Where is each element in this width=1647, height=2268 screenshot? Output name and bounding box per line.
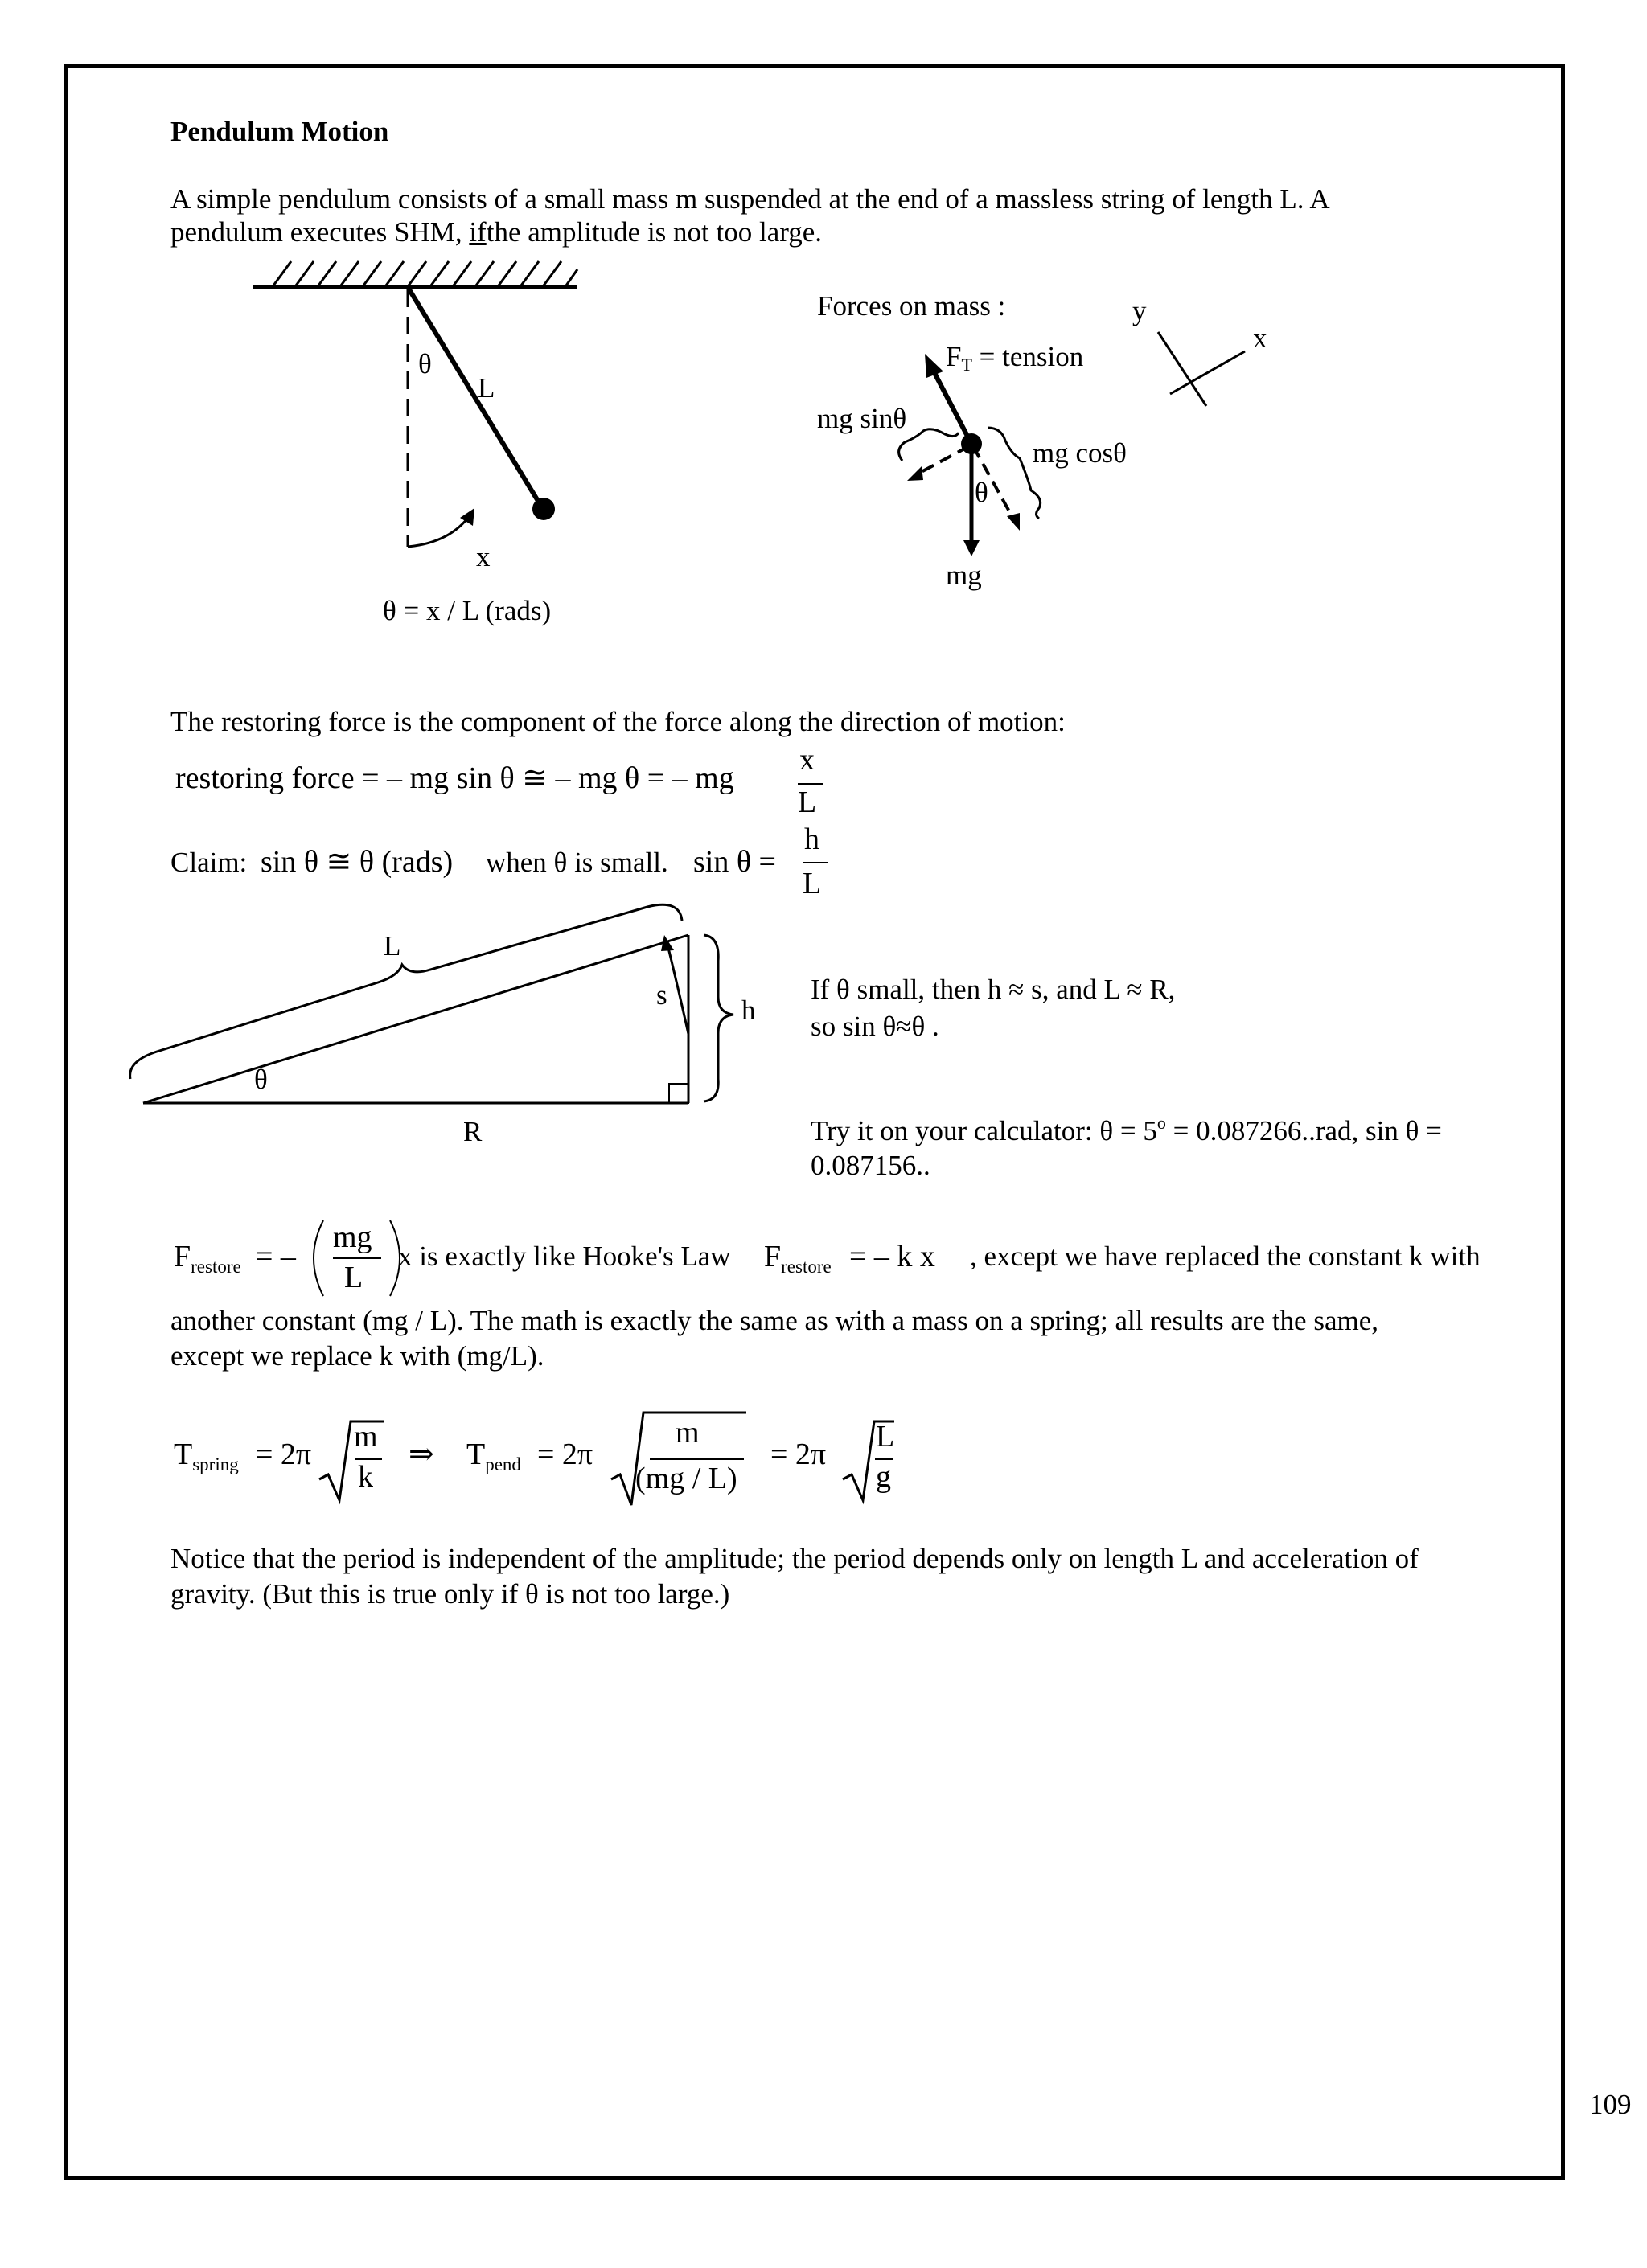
small-angle-line-1: If θ small, then h ≈ s, and L ≈ R, [811, 974, 1176, 1005]
pendulum-arc-label: x [476, 541, 491, 572]
period-m2: m [676, 1416, 700, 1450]
pendulum-diagram [253, 261, 577, 547]
period-den2: (mg / L) [635, 1462, 737, 1495]
implies-arrow: ⇒ [409, 1437, 434, 1471]
claim-label: Claim: [170, 847, 248, 878]
claim-when: when θ is small. [486, 847, 668, 878]
claim-equation: sin θ ≅ θ (rads) [261, 845, 454, 879]
pendulum-bob [532, 498, 555, 520]
claim-sin: sin θ = [693, 845, 776, 879]
hooke-F2: $F_{restore}$ [764, 1240, 832, 1277]
hooke-eq: = – [256, 1240, 296, 1273]
if-underlined: if [469, 216, 487, 248]
forces-title: Forces on mass : [817, 290, 1006, 322]
hooke-line-3: except we replace k with (mg/L). [170, 1340, 544, 1372]
hooke-F: $F_{restore}$ [174, 1240, 241, 1277]
restoring-equation: restoring force = – mg sin θ ≅ – mg θ = – mg [175, 761, 734, 795]
pendulum-theta-label: θ [418, 348, 432, 379]
mg-cos-label: mg cosθ [1033, 437, 1127, 469]
pendulum-relation: θ = x / L (rads) [383, 595, 552, 626]
period-k1: k [358, 1460, 373, 1494]
triangle-R-label: R [463, 1116, 483, 1147]
period-L3: L [876, 1420, 895, 1454]
period-eq-1: = 2π [256, 1437, 312, 1471]
restoring-frac-den: L [798, 785, 817, 819]
hooke-frac-num: mg [333, 1220, 372, 1254]
claim-frac-num: h [804, 822, 819, 856]
triangle-h-label: h [741, 995, 756, 1026]
hooke-mid: x is exactly like Hooke's Law [398, 1241, 731, 1272]
mg-sin-label: mg sinθ [817, 403, 907, 434]
mass-dot [961, 433, 982, 454]
period-T-spring: $T_{spring}$ [174, 1437, 239, 1474]
hooke-tail: , except we have replaced the constant k with [970, 1241, 1481, 1272]
intro-line-2: pendulum executes SHM, ifthe amplitude is not too large. [170, 216, 823, 248]
tension-label: $F_T$ = tension [946, 341, 1084, 375]
axis-x-label: x [1253, 322, 1267, 354]
period-eq-2: = 2π [537, 1437, 593, 1471]
hooke-line-2: another constant (mg / L). The math is exactly the same as with a mass on a spring; all results are the same, [170, 1305, 1378, 1336]
axis-y-label: y [1132, 295, 1147, 326]
period-eq-3: = 2π [770, 1437, 827, 1471]
forces-theta-label: θ [975, 477, 988, 508]
page-title: Pendulum Motion [170, 116, 389, 147]
calculator-line-1: Try it on your calculator: $\theta = 5^o = 0.087266..rad$, sin θ = [811, 1113, 1442, 1146]
period-T-pend: $T_{pend}$ [466, 1437, 521, 1474]
claim-frac-den: L [803, 867, 822, 900]
hooke-eq2: = – k x [849, 1240, 935, 1273]
triangle-diagram [130, 904, 733, 1103]
small-angle-line-2: so sin θ≈θ . [811, 1011, 939, 1042]
notice-line-2: gravity. (But this is true only if θ is not too large.) [170, 1578, 730, 1610]
page-number: 109 [1589, 2089, 1632, 2120]
hooke-frac-den: L [344, 1261, 363, 1294]
restoring-sentence: The restoring force is the component of the force along the direction of motion: [170, 706, 1066, 737]
intro-line-1: A simple pendulum consists of a small mass m suspended at the end of a massless string of length L. A [170, 183, 1330, 215]
triangle-s-label: s [656, 979, 667, 1011]
restoring-frac-num: x [799, 743, 815, 777]
pendulum-length-label: L [478, 372, 495, 404]
period-m1: m [354, 1420, 378, 1454]
triangle-theta-label: θ [254, 1064, 268, 1095]
period-g3: g [876, 1460, 891, 1494]
calculator-line-2: 0.087156.. [811, 1150, 930, 1181]
mg-label: mg [946, 560, 982, 591]
triangle-L-label: L [384, 930, 401, 962]
notice-line-1: Notice that the period is independent of the amplitude; the period depends only on length L and acceleration of [170, 1543, 1419, 1574]
